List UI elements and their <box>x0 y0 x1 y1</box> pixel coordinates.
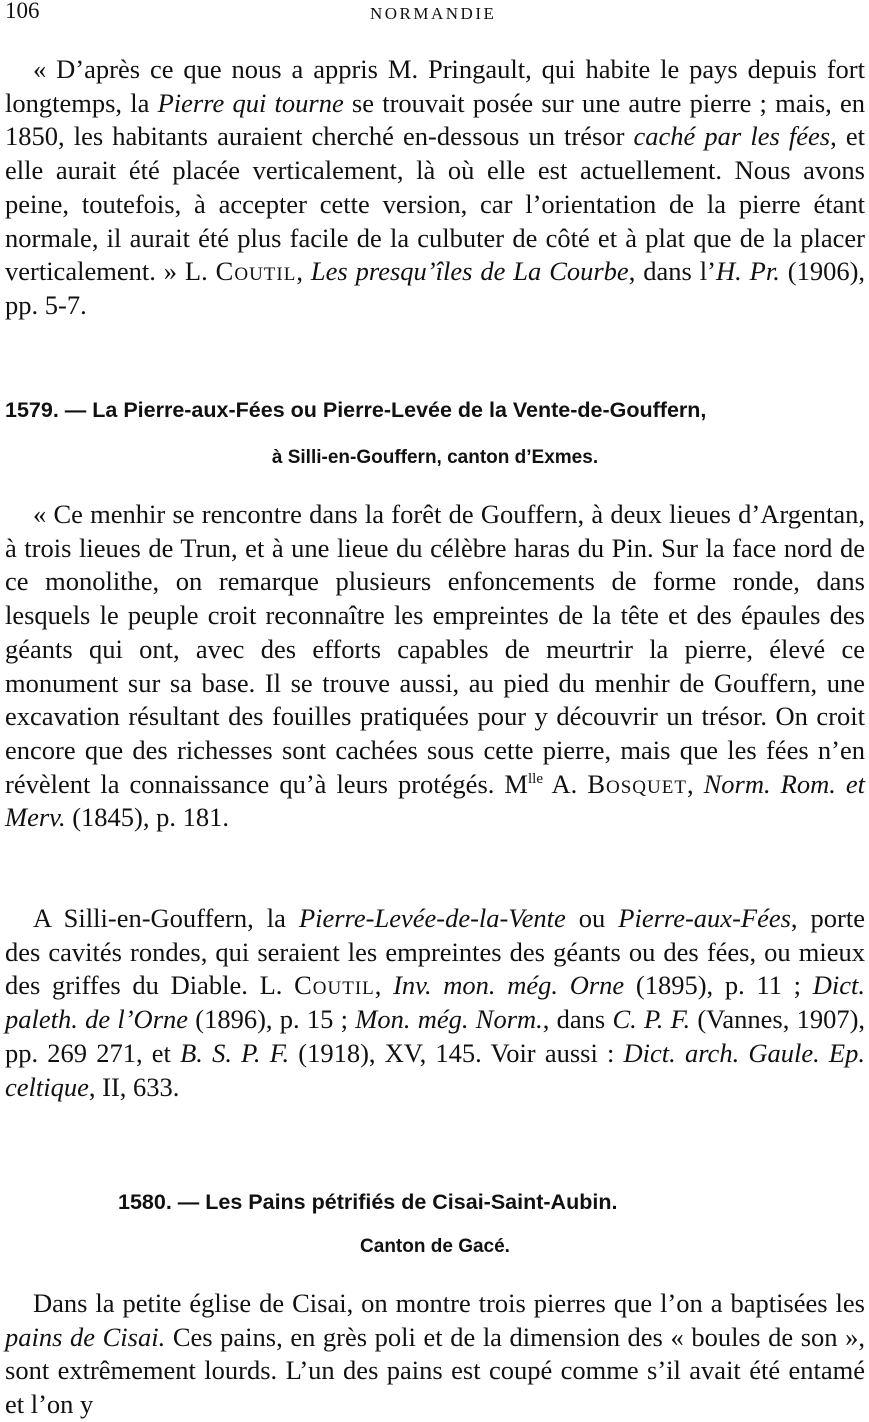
italic-run: Dict. arch. Gaule. Ep. celtique <box>5 1037 865 1102</box>
italic-run: Inv. mon. még. Orne <box>393 970 625 1001</box>
italic-run: Mon. még. Norm. <box>355 1004 543 1035</box>
text-run: , dans <box>542 1004 613 1035</box>
text-run: A Silli-en-Gouffern, la <box>33 903 299 933</box>
text-run: , <box>374 970 394 1001</box>
text-run: Dans la petite église de Cisai, on montre trois pierres que l’on a baptisées les <box>33 1288 865 1318</box>
text-run: , <box>296 256 311 287</box>
text-run: , porte des cavités rondes, qui seraient les empreintes des géants ou des fées, ou mieux des griffes du Diable. L. <box>5 903 866 1001</box>
text-run: (1896), p. 15 ; <box>188 1004 356 1035</box>
text-run: « D’après ce que nous a appris M. Pringault, qui habite le pays depuis fort longtemps, la <box>5 54 865 118</box>
italic-run: C. P. F. <box>612 1004 691 1035</box>
text-run: (1918), XV, 145. Voir aussi : <box>289 1037 624 1068</box>
author-name: Coutil <box>215 256 297 287</box>
text-run: , <box>686 768 704 799</box>
entry-title: 1580. — Les Pains pétrifiés de Cisai-Saint-Aubin. <box>118 1190 618 1214</box>
entry-1579-heading <box>5 395 865 425</box>
italic-run: Pierre qui tourne <box>157 87 344 118</box>
page-number: 106 <box>5 0 40 23</box>
italic-run: Dict. paleth. de l’Orne <box>5 970 865 1035</box>
text-run: (Vannes, 1907), pp. 269 271, et <box>5 1004 866 1068</box>
text-run: ou <box>565 903 619 933</box>
entry-title: 1579. — La Pierre-aux-Fées ou Pierre-Levée de la Vente-de-Gouffern, <box>5 398 707 422</box>
italic-run: B. S. P. F. <box>180 1037 290 1068</box>
entry-subtitle: à Silli-en-Gouffern, canton d’Exmes. <box>271 447 599 468</box>
text-run: (1906), pp. 5-7. <box>5 256 866 320</box>
text-run: Ces pains, en grès poli et de la dimension des « boules de son », sont extrêmement lourds. L’un des pains est coupé comme s’il avait été entamé et l’on y <box>5 1321 865 1420</box>
text-run: A. <box>542 768 588 799</box>
text-run: , II, 633. <box>88 1071 180 1102</box>
author-name: Coutil <box>294 970 375 1001</box>
italic-run: caché par les fées <box>633 121 831 152</box>
italic-run: H. Pr. <box>715 256 780 287</box>
running-head: NORMANDIE <box>370 4 497 23</box>
page-header <box>5 0 865 28</box>
italic-run: Les presqu’îles de La Courbe <box>310 256 629 287</box>
paragraph-quote-bosquet <box>5 498 865 835</box>
italic-run: pains de Cisai. <box>5 1321 166 1352</box>
paragraph-quote-pringault <box>5 53 865 323</box>
author-name: Bosquet <box>587 768 687 799</box>
italic-run: Norm. Rom. et Merv. <box>5 768 866 833</box>
text-run: se trouvait posée sur une autre pierre ; mais, en 1850, les habitants auraient cherché en-dessous un trésor <box>5 87 865 152</box>
italic-run: Pierre-aux-Fées <box>618 903 791 933</box>
entry-subtitle: Canton de Gacé. <box>360 1236 510 1257</box>
text-run: « Ce menhir se rencontre dans la forêt de Gouffern, à deux lieues d’Argentan, à trois lieues de Trun, et à une lieue du célèbre haras du Pin. Sur la face nord de ce monolithe, on remarque plusieurs enfoncements de forme ronde, dans lesquels le peuple croit reconnaître les empreintes de la tête et des épaules des géants qui ont, avec des efforts capables de meurtrir la pierre, élevé ce monument sur sa base. Il se trouve aussi, au pied du menhir de Gouffern, une excavation résultant des fouilles pratiquées pour y découvrir un trésor. On croit encore que des richesses sont cachées sous cette pierre, mais que les fées n’en révèlent la connaissance qu’à leurs protégés. M <box>5 499 865 799</box>
paragraph-silli <box>5 902 865 1104</box>
superscript: lle <box>527 770 543 787</box>
entry-1579-subheading <box>5 447 865 469</box>
text-run: , dans l’ <box>628 256 716 287</box>
italic-run: Pierre-Levée-de-la-Vente <box>298 903 566 933</box>
entry-1580-heading <box>5 1187 865 1217</box>
entry-1580-subheading <box>5 1236 865 1258</box>
paragraph-pains-cisai <box>5 1287 865 1422</box>
text-run: , et elle aurait été placée verticalement, là où elle est actuellement. Nous avons peine, toutefois, à accepter cette version, car l’orientation de la pierre étant normale, il aurait été plus facile de la culbuter de côté et à plat que de la placer verticalement. » L. <box>5 121 865 287</box>
text-run: (1895), p. 11 ; <box>624 970 813 1001</box>
text-run: (1845), p. 181. <box>65 802 229 833</box>
